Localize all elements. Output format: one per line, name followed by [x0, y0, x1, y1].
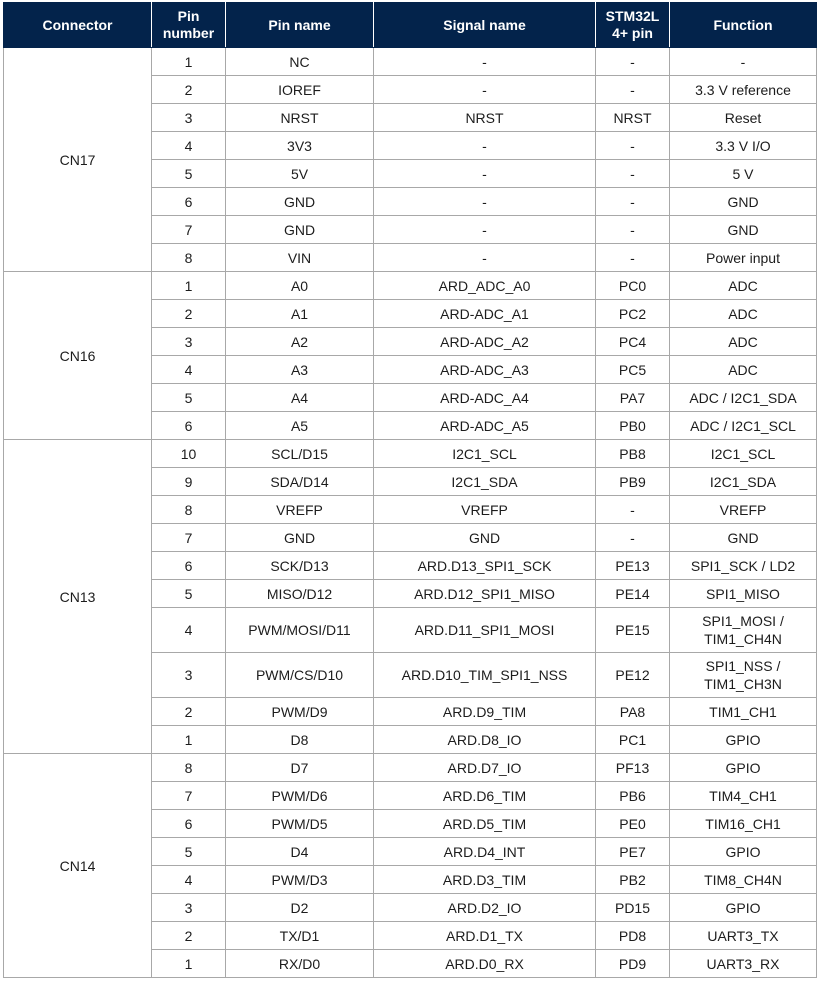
pin-number-cell: 4	[152, 132, 226, 160]
stm32-pin-cell: -	[596, 48, 670, 76]
function-line: TIM1_CH4N	[704, 631, 782, 647]
pin-name-cell: VREFP	[226, 496, 374, 524]
function-line: SPI1_MISO	[706, 585, 780, 602]
header-pin-name: Pin name	[226, 3, 374, 48]
pin-number-cell: 2	[152, 300, 226, 328]
function-cell	[670, 48, 817, 76]
pin-number-cell: 3	[152, 328, 226, 356]
stm32-pin-cell: -	[596, 244, 670, 272]
signal-name-cell: ARD.D2_IO	[374, 894, 596, 922]
stm32-pin-cell: PE12	[596, 653, 670, 698]
signal-name-cell: NRST	[374, 104, 596, 132]
stm32-pin-cell: PC2	[596, 300, 670, 328]
pin-number-cell: 1	[152, 48, 226, 76]
pin-name-cell: NRST	[226, 104, 374, 132]
signal-name-cell: VREFP	[374, 496, 596, 524]
signal-name-cell: -	[374, 244, 596, 272]
pin-number-cell: 2	[152, 698, 226, 726]
signal-name-cell: I2C1_SDA	[374, 468, 596, 496]
stm32-pin-cell: PA8	[596, 698, 670, 726]
signal-name-cell: ARD_ADC_A0	[374, 272, 596, 300]
stm32-pin-cell: PC4	[596, 328, 670, 356]
pin-number-cell: 7	[152, 524, 226, 552]
pin-number-cell: 7	[152, 782, 226, 810]
header-row	[4, 3, 817, 48]
stm32-pin-cell: PD9	[596, 950, 670, 978]
signal-name-cell: ARD.D4_INT	[374, 838, 596, 866]
pin-name-cell: RX/D0	[226, 950, 374, 978]
function-line: GPIO	[725, 731, 761, 748]
stm32-pin-cell: -	[596, 216, 670, 244]
function-line: SPI1_SCK / LD2	[690, 557, 796, 574]
function-cell	[670, 782, 817, 810]
signal-name-cell: I2C1_SCL	[374, 440, 596, 468]
pin-name-cell: A1	[226, 300, 374, 328]
function-line: GND	[727, 193, 759, 210]
function-line: Reset	[724, 109, 762, 126]
function-cell	[670, 468, 817, 496]
pin-name-cell: D8	[226, 726, 374, 754]
pin-number-cell: 2	[152, 76, 226, 104]
function-line: -	[740, 53, 746, 70]
pin-name-cell: SCL/D15	[226, 440, 374, 468]
function-cell	[670, 76, 817, 104]
function-line: 3.3 V reference	[695, 81, 791, 98]
stm32-pin-cell: PB9	[596, 468, 670, 496]
pin-number-cell: 4	[152, 608, 226, 653]
function-line: SPI1_MOSI /	[702, 613, 784, 629]
pin-number-cell: 6	[152, 552, 226, 580]
connector-cell: CN16	[4, 272, 152, 440]
stm32-pin-cell: PE7	[596, 838, 670, 866]
stm32-pin-cell: PB0	[596, 412, 670, 440]
function-line: 5 V	[732, 165, 754, 182]
pin-number-cell: 3	[152, 653, 226, 698]
pinout-table-container	[3, 2, 816, 978]
signal-name-cell: ARD-ADC_A1	[374, 300, 596, 328]
pin-number-cell: 5	[152, 384, 226, 412]
stm32-pin-cell: PA7	[596, 384, 670, 412]
stm32-pin-cell: -	[596, 496, 670, 524]
function-line: TIM1_CH3N	[704, 676, 782, 692]
function-cell	[670, 300, 817, 328]
signal-name-cell: -	[374, 188, 596, 216]
function-cell	[670, 272, 817, 300]
pin-number-cell: 3	[152, 894, 226, 922]
function-cell	[670, 216, 817, 244]
table-header	[4, 3, 817, 48]
function-cell	[670, 580, 817, 608]
function-line: ADC	[728, 305, 758, 322]
pin-name-cell: PWM/MOSI/D11	[226, 608, 374, 653]
pin-number-cell: 4	[152, 356, 226, 384]
function-cell	[670, 356, 817, 384]
table-row	[4, 440, 817, 468]
pin-name-cell: D2	[226, 894, 374, 922]
connector-cell: CN17	[4, 48, 152, 272]
stm32-pin-cell: PE15	[596, 608, 670, 653]
function-cell	[670, 328, 817, 356]
stm32-pin-cell: NRST	[596, 104, 670, 132]
function-line: VREFP	[719, 501, 767, 518]
pin-number-cell: 3	[152, 104, 226, 132]
table-body	[4, 48, 817, 978]
stm32-pin-cell: -	[596, 160, 670, 188]
function-cell	[670, 810, 817, 838]
pin-name-cell: 3V3	[226, 132, 374, 160]
function-line: ADC / I2C1_SCL	[690, 417, 796, 434]
stm32-pin-cell: PF13	[596, 754, 670, 782]
function-line: GPIO	[725, 899, 761, 916]
signal-name-cell: ARD.D9_TIM	[374, 698, 596, 726]
signal-name-cell: ARD.D1_TX	[374, 922, 596, 950]
signal-name-cell: -	[374, 216, 596, 244]
table-row	[4, 272, 817, 300]
signal-name-cell: -	[374, 48, 596, 76]
pin-number-cell: 2	[152, 922, 226, 950]
function-cell	[670, 160, 817, 188]
header-pin-number	[152, 3, 226, 48]
function-line: TIM1_CH1	[709, 703, 777, 720]
stm32-pin-cell: PD15	[596, 894, 670, 922]
function-cell	[670, 653, 817, 698]
signal-name-cell: GND	[374, 524, 596, 552]
stm32-pin-cell: PC1	[596, 726, 670, 754]
stm32-pin-cell: PB8	[596, 440, 670, 468]
function-cell	[670, 698, 817, 726]
signal-name-cell: ARD-ADC_A3	[374, 356, 596, 384]
pin-number-cell: 5	[152, 580, 226, 608]
function-line: I2C1_SCL	[710, 445, 776, 462]
pin-name-cell: PWM/D5	[226, 810, 374, 838]
function-cell	[670, 524, 817, 552]
function-cell	[670, 440, 817, 468]
pin-name-cell: MISO/D12	[226, 580, 374, 608]
function-cell	[670, 950, 817, 978]
stm32-pin-cell: PE0	[596, 810, 670, 838]
function-line: GPIO	[725, 759, 761, 776]
function-cell	[670, 838, 817, 866]
table-row	[4, 754, 817, 782]
connector-cell: CN14	[4, 754, 152, 978]
signal-name-cell: ARD.D10_TIM_SPI1_NSS	[374, 653, 596, 698]
function-cell	[670, 384, 817, 412]
pin-name-cell: GND	[226, 524, 374, 552]
function-line: ADC	[728, 333, 758, 350]
function-cell	[670, 552, 817, 580]
pin-name-cell: NC	[226, 48, 374, 76]
header-stm32-pin-line1: STM32L	[605, 8, 660, 24]
pin-number-cell: 5	[152, 160, 226, 188]
function-line: GND	[727, 529, 759, 546]
function-cell	[670, 104, 817, 132]
pin-name-cell: PWM/D9	[226, 698, 374, 726]
pin-name-cell: A2	[226, 328, 374, 356]
pin-name-cell: A4	[226, 384, 374, 412]
pin-number-cell: 4	[152, 866, 226, 894]
function-cell	[670, 922, 817, 950]
pin-name-cell: 5V	[226, 160, 374, 188]
stm32-pin-cell: PD8	[596, 922, 670, 950]
stm32-pin-cell: PB2	[596, 866, 670, 894]
pin-number-cell: 9	[152, 468, 226, 496]
pin-name-cell: D4	[226, 838, 374, 866]
function-cell	[670, 244, 817, 272]
function-line: 3.3 V I/O	[715, 137, 771, 154]
function-cell	[670, 412, 817, 440]
function-cell	[670, 726, 817, 754]
header-connector: Connector	[4, 3, 152, 48]
stm32-pin-cell: PB6	[596, 782, 670, 810]
stm32-pin-cell: PE14	[596, 580, 670, 608]
pin-number-cell: 6	[152, 412, 226, 440]
pin-name-cell: A0	[226, 272, 374, 300]
pin-number-cell: 1	[152, 726, 226, 754]
function-cell	[670, 866, 817, 894]
pin-number-cell: 8	[152, 754, 226, 782]
pin-name-cell: D7	[226, 754, 374, 782]
pin-number-cell: 6	[152, 188, 226, 216]
stm32-pin-cell: PC0	[596, 272, 670, 300]
function-line: I2C1_SDA	[709, 473, 777, 490]
function-line: GPIO	[725, 843, 761, 860]
stm32-pin-cell: -	[596, 76, 670, 104]
signal-name-cell: ARD-ADC_A5	[374, 412, 596, 440]
function-line: GND	[727, 221, 759, 238]
function-cell	[670, 608, 817, 653]
signal-name-cell: ARD.D6_TIM	[374, 782, 596, 810]
pin-name-cell: PWM/D6	[226, 782, 374, 810]
pin-number-cell: 5	[152, 838, 226, 866]
signal-name-cell: ARD-ADC_A4	[374, 384, 596, 412]
signal-name-cell: ARD.D12_SPI1_MISO	[374, 580, 596, 608]
header-function: Function	[670, 3, 817, 48]
signal-name-cell: ARD.D11_SPI1_MOSI	[374, 608, 596, 653]
function-cell	[670, 132, 817, 160]
pin-number-cell: 6	[152, 810, 226, 838]
signal-name-cell: -	[374, 160, 596, 188]
signal-name-cell: ARD.D3_TIM	[374, 866, 596, 894]
pin-name-cell: IOREF	[226, 76, 374, 104]
header-pin-number-line2: number	[162, 25, 215, 41]
stm32-pin-cell: PC5	[596, 356, 670, 384]
pin-name-cell: A5	[226, 412, 374, 440]
stm32-pin-cell: -	[596, 188, 670, 216]
signal-name-cell: ARD.D5_TIM	[374, 810, 596, 838]
function-cell	[670, 894, 817, 922]
function-line: TIM8_CH4N	[704, 871, 782, 888]
signal-name-cell: ARD.D7_IO	[374, 754, 596, 782]
header-stm32-pin	[596, 3, 670, 48]
function-line: UART3_TX	[707, 927, 779, 944]
signal-name-cell: -	[374, 132, 596, 160]
stm32-pin-cell: PE13	[596, 552, 670, 580]
header-pin-number-line1: Pin	[177, 8, 200, 24]
pinout-table	[3, 2, 817, 978]
function-cell	[670, 496, 817, 524]
signal-name-cell: ARD.D8_IO	[374, 726, 596, 754]
pin-name-cell: GND	[226, 216, 374, 244]
pin-name-cell: GND	[226, 188, 374, 216]
function-cell	[670, 188, 817, 216]
pin-number-cell: 1	[152, 272, 226, 300]
pin-name-cell: VIN	[226, 244, 374, 272]
function-line: ADC	[728, 361, 758, 378]
function-line: TIM4_CH1	[709, 787, 777, 804]
table-row	[4, 48, 817, 76]
signal-name-cell: ARD-ADC_A2	[374, 328, 596, 356]
pin-number-cell: 8	[152, 496, 226, 524]
header-stm32-pin-line2: 4+ pin	[612, 25, 653, 41]
connector-cell: CN13	[4, 440, 152, 754]
function-cell	[670, 754, 817, 782]
pin-number-cell: 1	[152, 950, 226, 978]
pin-name-cell: PWM/D3	[226, 866, 374, 894]
pin-name-cell: TX/D1	[226, 922, 374, 950]
signal-name-cell: ARD.D0_RX	[374, 950, 596, 978]
function-line: Power input	[706, 249, 780, 266]
header-signal-name: Signal name	[374, 3, 596, 48]
pin-name-cell: SDA/D14	[226, 468, 374, 496]
signal-name-cell: -	[374, 76, 596, 104]
pin-name-cell: A3	[226, 356, 374, 384]
signal-name-cell: ARD.D13_SPI1_SCK	[374, 552, 596, 580]
pin-number-cell: 10	[152, 440, 226, 468]
function-line: SPI1_NSS /	[705, 658, 781, 674]
function-line: ADC / I2C1_SDA	[689, 389, 797, 406]
function-line: TIM16_CH1	[705, 815, 781, 832]
stm32-pin-cell: -	[596, 132, 670, 160]
pin-name-cell: SCK/D13	[226, 552, 374, 580]
function-line: UART3_RX	[706, 955, 780, 972]
pin-name-cell: PWM/CS/D10	[226, 653, 374, 698]
pin-number-cell: 7	[152, 216, 226, 244]
pin-number-cell: 8	[152, 244, 226, 272]
function-line: ADC	[728, 277, 758, 294]
stm32-pin-cell: -	[596, 524, 670, 552]
